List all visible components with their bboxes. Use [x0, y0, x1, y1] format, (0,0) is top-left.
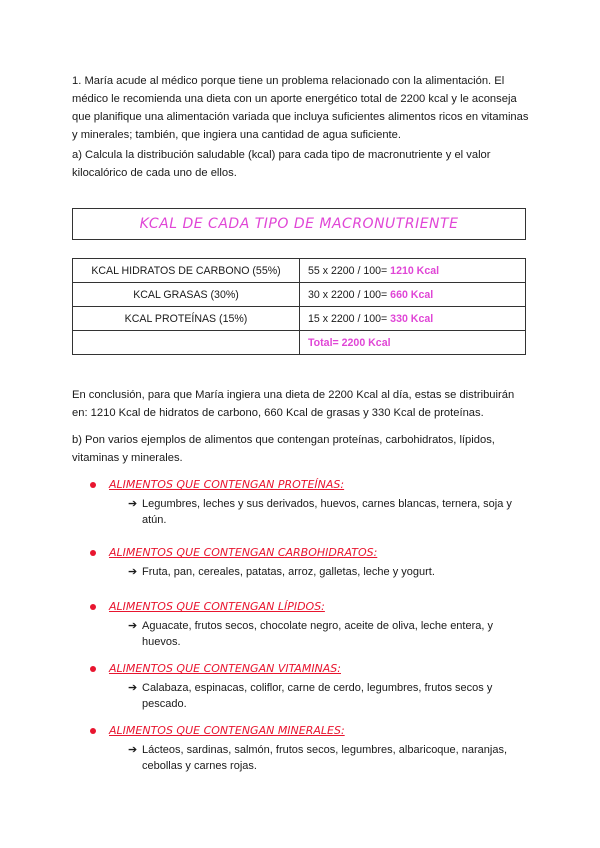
list-item — [90, 478, 540, 546]
list-item — [90, 546, 540, 600]
arrow-icon: ➔ — [128, 498, 138, 510]
section-heading: ALIMENTOS QUE CONTENGAN CARBOHIDRATOS: — [90, 546, 540, 559]
table-row — [73, 283, 526, 307]
section-detail — [128, 564, 540, 580]
kcal-table — [72, 258, 526, 355]
calc-expression: 55 x 2200 / 100= — [308, 264, 391, 277]
question-a: a) Calcula la distribución saludable (kcal) para cada tipo de macronutriente y el valor kilocalórico de cada uno de ellos. — [72, 149, 491, 179]
section-detail — [128, 742, 540, 774]
section-heading: ALIMENTOS QUE CONTENGAN MINERALES: — [90, 724, 540, 737]
empty-cell — [73, 331, 300, 355]
calc-expression: 15 x 2200 / 100= — [308, 312, 391, 325]
row-label: KCAL GRASAS (30%) — [73, 283, 300, 307]
row-label: KCAL PROTEÍNAS (15%) — [73, 307, 300, 331]
bullet-icon — [90, 482, 96, 488]
total-value: Total= 2200 Kcal — [308, 336, 391, 349]
section-detail — [128, 618, 540, 650]
row-calc — [300, 307, 526, 331]
section-heading: ALIMENTOS QUE CONTENGAN VITAMINAS: — [90, 662, 540, 675]
question-b: b) Pon varios ejemplos de alimentos que contengan proteínas, carbohidratos, lípidos, vitaminas y minerales. — [72, 434, 495, 464]
table-row-total — [73, 331, 526, 355]
table-row — [73, 259, 526, 283]
section-detail — [128, 680, 540, 712]
section-text: Aguacate, frutos secos, chocolate negro, aceite de oliva, leche entera, y huevos. — [142, 620, 493, 648]
calc-result: 330 Kcal — [390, 312, 434, 325]
list-item — [90, 724, 540, 786]
arrow-icon: ➔ — [128, 620, 138, 632]
section-text: Fruta, pan, cereales, patatas, arroz, galletas, leche y yogurt. — [142, 566, 435, 578]
row-calc — [300, 283, 526, 307]
bullet-icon — [90, 550, 96, 556]
calc-expression: 30 x 2200 / 100= — [308, 288, 391, 301]
table-row — [73, 307, 526, 331]
bullet-icon — [90, 604, 96, 610]
calc-result: 660 Kcal — [390, 288, 434, 301]
list-item — [90, 662, 540, 724]
section-detail — [128, 496, 540, 528]
bullet-icon — [90, 666, 96, 672]
section-text: Calabaza, espinacas, coliflor, carne de cerdo, legumbres, frutos secos y pescado. — [142, 682, 493, 710]
total-cell — [300, 331, 526, 355]
conclusion-paragraph: En conclusión, para que María ingiera una dieta de 2200 Kcal al día, estas se distribuirán en: 1210 Kcal de hidratos de carbono, 660 Kcal de grasas y 330 Kcal de proteínas. — [72, 389, 515, 419]
table-title: KCAL DE CADA TIPO DE MACRONUTRIENTE — [139, 216, 459, 232]
section-text: Lácteos, sardinas, salmón, frutos secos, legumbres, albaricoque, naranjas, cebollas y carnes rojas. — [142, 744, 508, 772]
intro-paragraph: 1. María acude al médico porque tiene un problema relacionado con la alimentación. El médico le recomienda una dieta con un aporte energético total de 2200 kcal y le aconseja que planifique una alimentación variada que incluya suficientes alimentos ricos en vitaminas y minerales; también, que ingiera una cantidad de agua suficiente. — [72, 75, 529, 141]
arrow-icon: ➔ — [128, 682, 138, 694]
calc-result: 1210 Kcal — [390, 264, 440, 277]
list-item — [90, 600, 540, 662]
section-heading: ALIMENTOS QUE CONTENGAN PROTEÍNAS: — [90, 478, 540, 491]
table-title-box — [72, 208, 526, 240]
arrow-icon: ➔ — [128, 744, 138, 756]
bullet-icon — [90, 728, 96, 734]
section-heading: ALIMENTOS QUE CONTENGAN LÍPIDOS: — [90, 600, 540, 613]
row-label: KCAL HIDRATOS DE CARBONO (55%) — [73, 259, 300, 283]
arrow-icon: ➔ — [128, 566, 138, 578]
food-examples-list — [90, 478, 540, 786]
section-text: Legumbres, leches y sus derivados, huevos, carnes blancas, ternera, soja y atún. — [142, 498, 512, 526]
row-calc — [300, 259, 526, 283]
